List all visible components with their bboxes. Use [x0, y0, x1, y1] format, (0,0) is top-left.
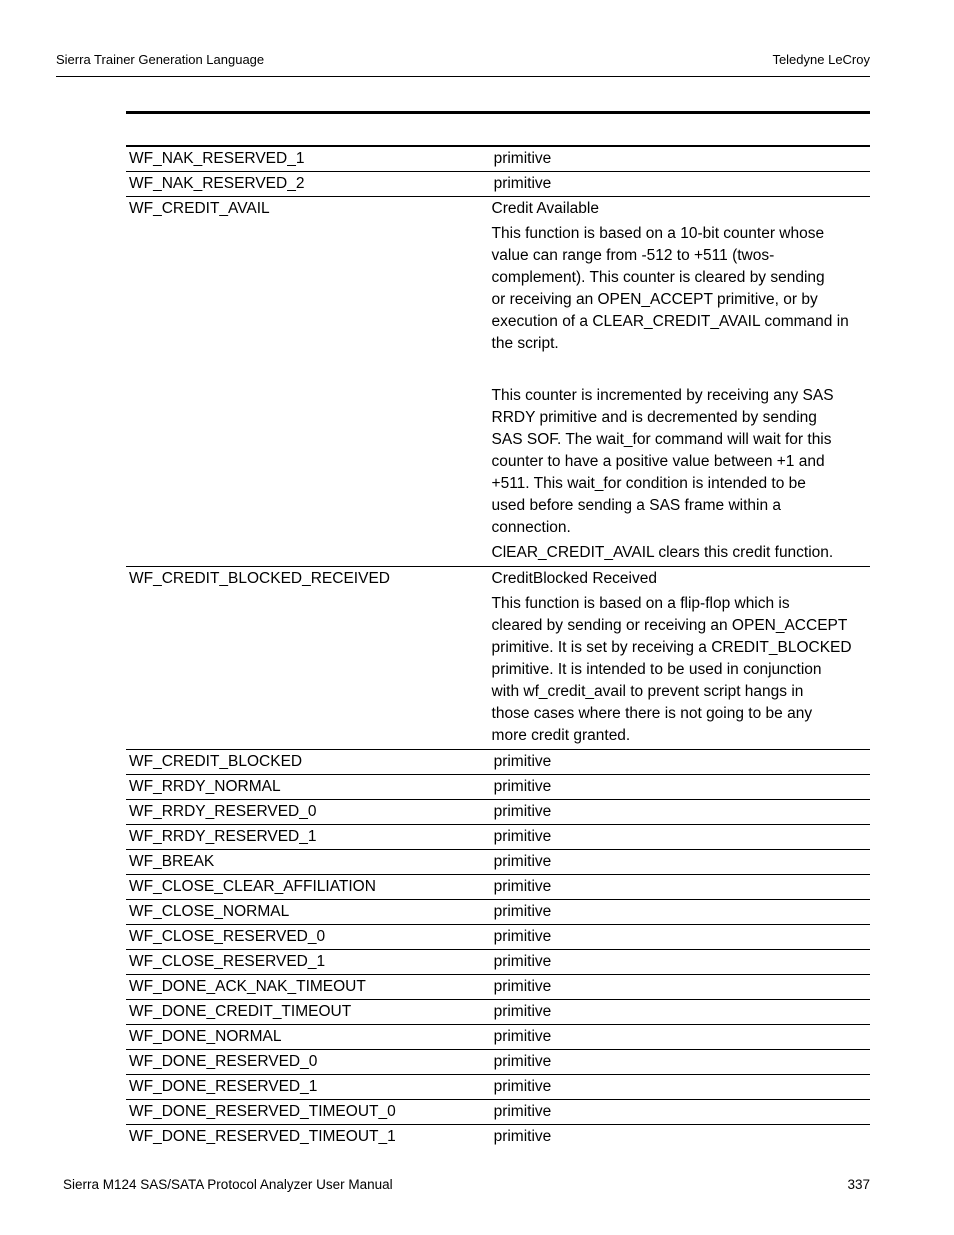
row-name: WF_CREDIT_BLOCKED [129, 753, 303, 770]
table-row [126, 1050, 870, 1075]
row-desc: primitive [493, 928, 552, 945]
row-name: WF_CLOSE_RESERVED_0 [129, 928, 326, 945]
row-name: WF_BREAK [129, 853, 215, 870]
table-row [126, 172, 870, 197]
table-row [126, 147, 870, 172]
desc-paragraph: This function is based on a 10-bit counter whose value can range from -512 to +511 (twos- complement). This counter is cleared by sending or receiving an OPEN_ACCEPT primitive, or by execution of a CLEAR_CREDIT_AVAIL command in the script. [491, 225, 849, 352]
table-row [126, 750, 870, 775]
table-row [126, 900, 870, 925]
table-row [126, 850, 870, 875]
row-name: WF_DONE_NORMAL [129, 1028, 282, 1045]
table-row [126, 875, 870, 900]
table-row-credit-blocked-received [126, 567, 870, 750]
row-desc: primitive [493, 1003, 552, 1020]
row-desc: primitive [493, 828, 552, 845]
header-company: Teledyne LeCroy [772, 52, 870, 67]
table-row [126, 1100, 870, 1125]
table-row [126, 1075, 870, 1100]
page-number: 337 [847, 1177, 870, 1192]
row-desc: primitive [493, 150, 552, 167]
row-desc: primitive [493, 778, 552, 795]
row-name: WF_CREDIT_BLOCKED_RECEIVED [129, 570, 390, 587]
row-desc: primitive [493, 853, 552, 870]
row-name: WF_NAK_RESERVED_2 [129, 175, 305, 192]
row-desc [492, 197, 870, 566]
footer-title: Sierra M124 SAS/SATA Protocol Analyzer User Manual [63, 1177, 393, 1192]
row-desc: primitive [493, 1053, 552, 1070]
row-desc: primitive [493, 903, 552, 920]
table-row [126, 1025, 870, 1050]
row-desc: primitive [493, 753, 552, 770]
table-row [126, 975, 870, 1000]
desc-paragraph: ClEAR_CREDIT_AVAIL clears this credit function. [491, 544, 834, 561]
desc-title: CreditBlocked Received [491, 570, 657, 587]
table-row-credit-avail [126, 197, 870, 567]
desc-paragraph: This function is based on a flip-flop which is cleared by sending or receiving an OPEN_ACCEPT primitive. It is set by receiving a CREDIT_BLOCKED primitive. It is intended to be used in conjunction with wf_credit_avail to prevent script hangs in those cases where there is not going to be any more credit granted. [491, 595, 852, 744]
row-name: WF_DONE_CREDIT_TIMEOUT [129, 1003, 352, 1020]
desc-paragraph: This counter is incremented by receiving any SAS RRDY primitive and is decremented by sending SAS SOF. The wait_for command will wait for this counter to have a positive value between +1 and +511. This wait_for condition is intended to be used before sending a SAS frame within a connection. [491, 387, 834, 536]
table-top-rule [126, 111, 870, 114]
primitive-table [126, 145, 870, 1150]
row-name: WF_DONE_RESERVED_1 [129, 1078, 318, 1095]
table-row [126, 1125, 870, 1150]
row-desc: primitive [493, 978, 552, 995]
row-desc: primitive [493, 1028, 552, 1045]
row-desc: primitive [493, 175, 552, 192]
page-footer [63, 1177, 870, 1192]
row-name: WF_RRDY_NORMAL [129, 778, 281, 795]
row-name: WF_DONE_ACK_NAK_TIMEOUT [129, 978, 366, 995]
row-name: WF_DONE_RESERVED_TIMEOUT_0 [129, 1103, 396, 1120]
row-name: WF_CLOSE_CLEAR_AFFILIATION [129, 878, 376, 895]
row-desc: primitive [493, 1078, 552, 1095]
row-desc: primitive [493, 1103, 552, 1120]
table-row [126, 950, 870, 975]
header-title: Sierra Trainer Generation Language [56, 52, 265, 67]
row-name: WF_DONE_RESERVED_TIMEOUT_1 [129, 1128, 396, 1145]
row-name: WF_NAK_RESERVED_1 [129, 150, 305, 167]
table-row [126, 1000, 870, 1025]
row-name: WF_RRDY_RESERVED_0 [129, 803, 317, 820]
row-name: WF_DONE_RESERVED_0 [129, 1053, 318, 1070]
desc-title: Credit Available [491, 200, 599, 217]
header-rule [56, 76, 870, 77]
row-desc: primitive [493, 1128, 552, 1145]
row-name: WF_CLOSE_NORMAL [129, 903, 290, 920]
page-header [56, 52, 870, 67]
row-desc: primitive [493, 803, 552, 820]
row-name: WF_CREDIT_AVAIL [129, 200, 270, 217]
table-row [126, 925, 870, 950]
paragraph-gap [492, 355, 870, 382]
row-name: WF_CLOSE_RESERVED_1 [129, 953, 326, 970]
row-name: WF_RRDY_RESERVED_1 [129, 828, 317, 845]
table-row [126, 775, 870, 800]
table-row [126, 800, 870, 825]
row-desc: primitive [493, 953, 552, 970]
row-desc: primitive [493, 878, 552, 895]
row-desc [492, 567, 870, 749]
table-row [126, 825, 870, 850]
